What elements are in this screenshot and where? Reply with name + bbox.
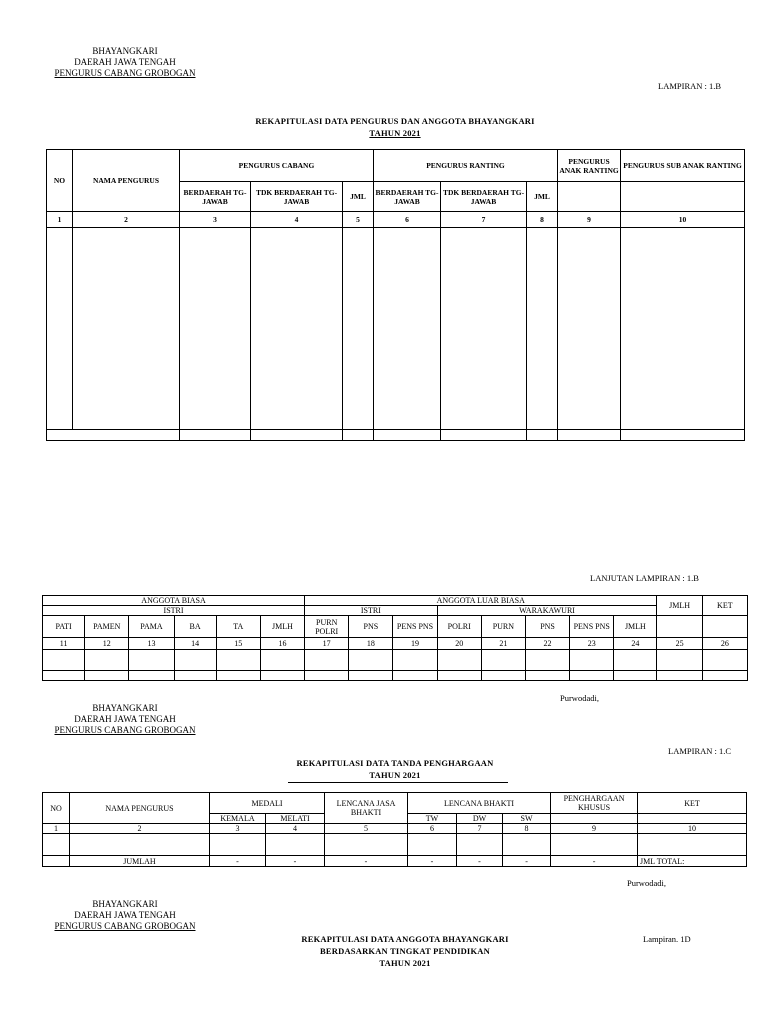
num-cell: 1 [43,824,70,834]
cell-empty [43,856,70,867]
data-cell [251,228,343,430]
number-row [47,212,745,228]
table-pengurus [46,149,745,441]
org-line-3: PENGURUS CABANG GROBOGAN [54,68,196,78]
col-tw: TW [408,814,457,824]
col-anggota-luar-biasa: ANGGOTA LUAR BIASA [305,596,657,606]
num-cell: 16 [260,638,304,650]
col-jml: JML [343,182,374,212]
table-anggota [42,595,748,681]
org-line-3: PENGURUS CABANG GROBOGAN [54,921,196,931]
title-3-year: TAHUN 2021 [379,958,431,968]
table-row [43,671,748,681]
jumlah-tw: - [408,856,457,867]
col-pamen: PAMEN [85,616,129,638]
col-purn: PURN [481,616,525,638]
place-purwodadi-2: Purwodadi, [627,878,666,888]
num-cell: 15 [216,638,260,650]
num-cell: 6 [408,824,457,834]
num-cell: 7 [457,824,503,834]
table-row [43,834,747,856]
jumlah-dw: - [457,856,503,867]
col-purn-polri: PURN POLRI [305,616,349,638]
number-row [43,638,748,650]
col-lencana-jasa-bhakti: LENCANA JASA BHAKTI [325,793,408,824]
col-kemala: KEMALA [210,814,266,824]
col-pengurus-ranting: PENGURUS RANTING [374,150,558,182]
num-cell: 3 [210,824,266,834]
col-pati: PATI [43,616,85,638]
num-cell: 6 [374,212,441,228]
cell-empty [621,182,745,212]
org-header-3 [40,899,210,932]
col-pengurus-anak-ranting: PENGURUS ANAK RANTING [558,150,621,182]
data-cell [343,228,374,430]
place-purwodadi-1: Purwodadi, [560,693,599,703]
org-line-2: DAERAH JAWA TENGAH [74,57,176,67]
org-line-1: BHAYANGKARI [92,703,158,713]
table-row [47,430,745,441]
col-no: NO [43,793,70,824]
col-berdaerah: BERDAERAH TG-JAWAB [180,182,251,212]
jumlah-row [43,856,747,867]
lampiran-1b: LAMPIRAN : 1.B [658,81,722,91]
num-cell: 24 [614,638,657,650]
col-pens-pns-2: PENS PNS [570,616,614,638]
col-nama: NAMA PENGURUS [70,793,210,824]
data-cell [374,228,441,430]
col-istri: ISTRI [43,606,305,616]
number-row [43,824,747,834]
col-pengurus-cabang: PENGURUS CABANG [180,150,374,182]
table-row [43,650,748,671]
col-pens-pns: PENS PNS [393,616,437,638]
num-cell: 10 [638,824,747,834]
col-ta: TA [216,616,260,638]
title-3 [260,933,550,969]
num-cell: 4 [266,824,325,834]
num-cell: 7 [441,212,527,228]
num-cell: 23 [570,638,614,650]
num-cell: 11 [43,638,85,650]
col-warakawuri: WARAKAWURI [437,606,657,616]
col-melati: MELATI [266,814,325,824]
cell-empty [551,814,638,824]
data-cell [251,430,343,441]
num-cell: 12 [85,638,129,650]
jumlah-melati: - [266,856,325,867]
col-pama: PAMA [129,616,174,638]
num-cell: 26 [702,638,747,650]
title-1-year: TAHUN 2021 [369,128,421,138]
title-2-year: TAHUN 2021 [369,770,421,780]
num-cell: 9 [558,212,621,228]
cell-empty [638,814,747,824]
num-cell: 8 [503,824,551,834]
lanjutan-lampiran: LANJUTAN LAMPIRAN : 1.B [590,573,699,583]
data-cell [527,430,558,441]
num-cell: 4 [251,212,343,228]
title-2 [270,757,520,781]
num-cell: 18 [349,638,393,650]
num-cell: 25 [657,638,702,650]
col-pns-2: PNS [525,616,569,638]
num-cell: 20 [437,638,481,650]
data-cell [621,228,745,430]
col-tdk-berdaerah: TDK BERDAERAH TG-JAWAB [251,182,343,212]
title-1-text: REKAPITULASI DATA PENGURUS DAN ANGGOTA BHAYANGKARI [255,116,535,126]
num-cell: 1 [47,212,73,228]
col-jmlh-2: JMLH [614,616,657,638]
title-1 [180,115,610,139]
col-istri-2: ISTRI [305,606,438,616]
num-cell: 13 [129,638,174,650]
num-cell: 22 [525,638,569,650]
jumlah-kemala: - [210,856,266,867]
col-ket: KET [638,793,747,814]
jumlah-khusus: - [551,856,638,867]
org-header-1 [40,46,210,79]
data-cell [47,228,73,430]
num-cell: 14 [174,638,216,650]
col-jml-2: JML [527,182,558,212]
data-cell [343,430,374,441]
data-cell [374,430,441,441]
jumlah-lencana-jasa: - [325,856,408,867]
col-pns: PNS [349,616,393,638]
org-line-3: PENGURUS CABANG GROBOGAN [54,725,196,735]
jumlah-sw: - [503,856,551,867]
table-row [47,228,745,430]
org-line-1: BHAYANGKARI [92,46,158,56]
num-cell: 17 [305,638,349,650]
col-jmlh: JMLH [260,616,304,638]
data-cell [180,430,251,441]
col-no: NO [47,150,73,212]
data-cell [527,228,558,430]
col-ba: BA [174,616,216,638]
lampiran-1c: LAMPIRAN : 1.C [668,746,732,756]
num-cell: 5 [343,212,374,228]
title-underline [288,782,508,783]
col-ket: KET [702,596,747,616]
num-cell: 2 [73,212,180,228]
num-cell: 3 [180,212,251,228]
col-dw: DW [457,814,503,824]
title-2-text: REKAPITULASI DATA TANDA PENGHARGAAN [296,758,494,768]
org-header-2 [40,703,210,736]
data-cell [441,430,527,441]
jumlah-label: JUMLAH [70,856,210,867]
data-cell [621,430,745,441]
data-cell [73,228,180,430]
jml-total: JML TOTAL: [638,856,747,867]
title-3-line-1: REKAPITULASI DATA ANGGOTA BHAYANGKARI [301,934,509,944]
org-line-1: BHAYANGKARI [92,899,158,909]
col-jmlh-total: JMLH [657,596,702,616]
cell-empty [558,182,621,212]
col-sw: SW [503,814,551,824]
col-nama: NAMA PENGURUS [73,150,180,212]
num-cell: 10 [621,212,745,228]
data-cell [558,228,621,430]
table-penghargaan [42,792,747,867]
cell-empty [702,616,747,638]
col-polri: POLRI [437,616,481,638]
data-cell [441,228,527,430]
cell-empty [657,616,702,638]
org-line-2: DAERAH JAWA TENGAH [74,714,176,724]
col-lencana-bhakti: LENCANA BHAKTI [408,793,551,814]
num-cell: 2 [70,824,210,834]
col-berdaerah-2: BERDAERAH TG-JAWAB [374,182,441,212]
title-3-line-2: BERDASARKAN TINGKAT PENDIDIKAN [320,946,490,956]
num-cell: 5 [325,824,408,834]
data-cell [180,228,251,430]
org-line-2: DAERAH JAWA TENGAH [74,910,176,920]
num-cell: 9 [551,824,638,834]
lampiran-1d: Lampiran. 1D [643,934,691,944]
col-pengurus-sub-anak-ranting: PENGURUS SUB ANAK RANTING [621,150,745,182]
data-cell [558,430,621,441]
num-cell: 8 [527,212,558,228]
col-tdk-berdaerah-2: TDK BERDAERAH TG-JAWAB [441,182,527,212]
num-cell: 19 [393,638,437,650]
col-penghargaan-khusus: PENGHARGAAN KHUSUS [551,793,638,814]
num-cell: 21 [481,638,525,650]
data-cell [47,430,180,441]
col-medali: MEDALI [210,793,325,814]
col-anggota-biasa: ANGGOTA BIASA [43,596,305,606]
